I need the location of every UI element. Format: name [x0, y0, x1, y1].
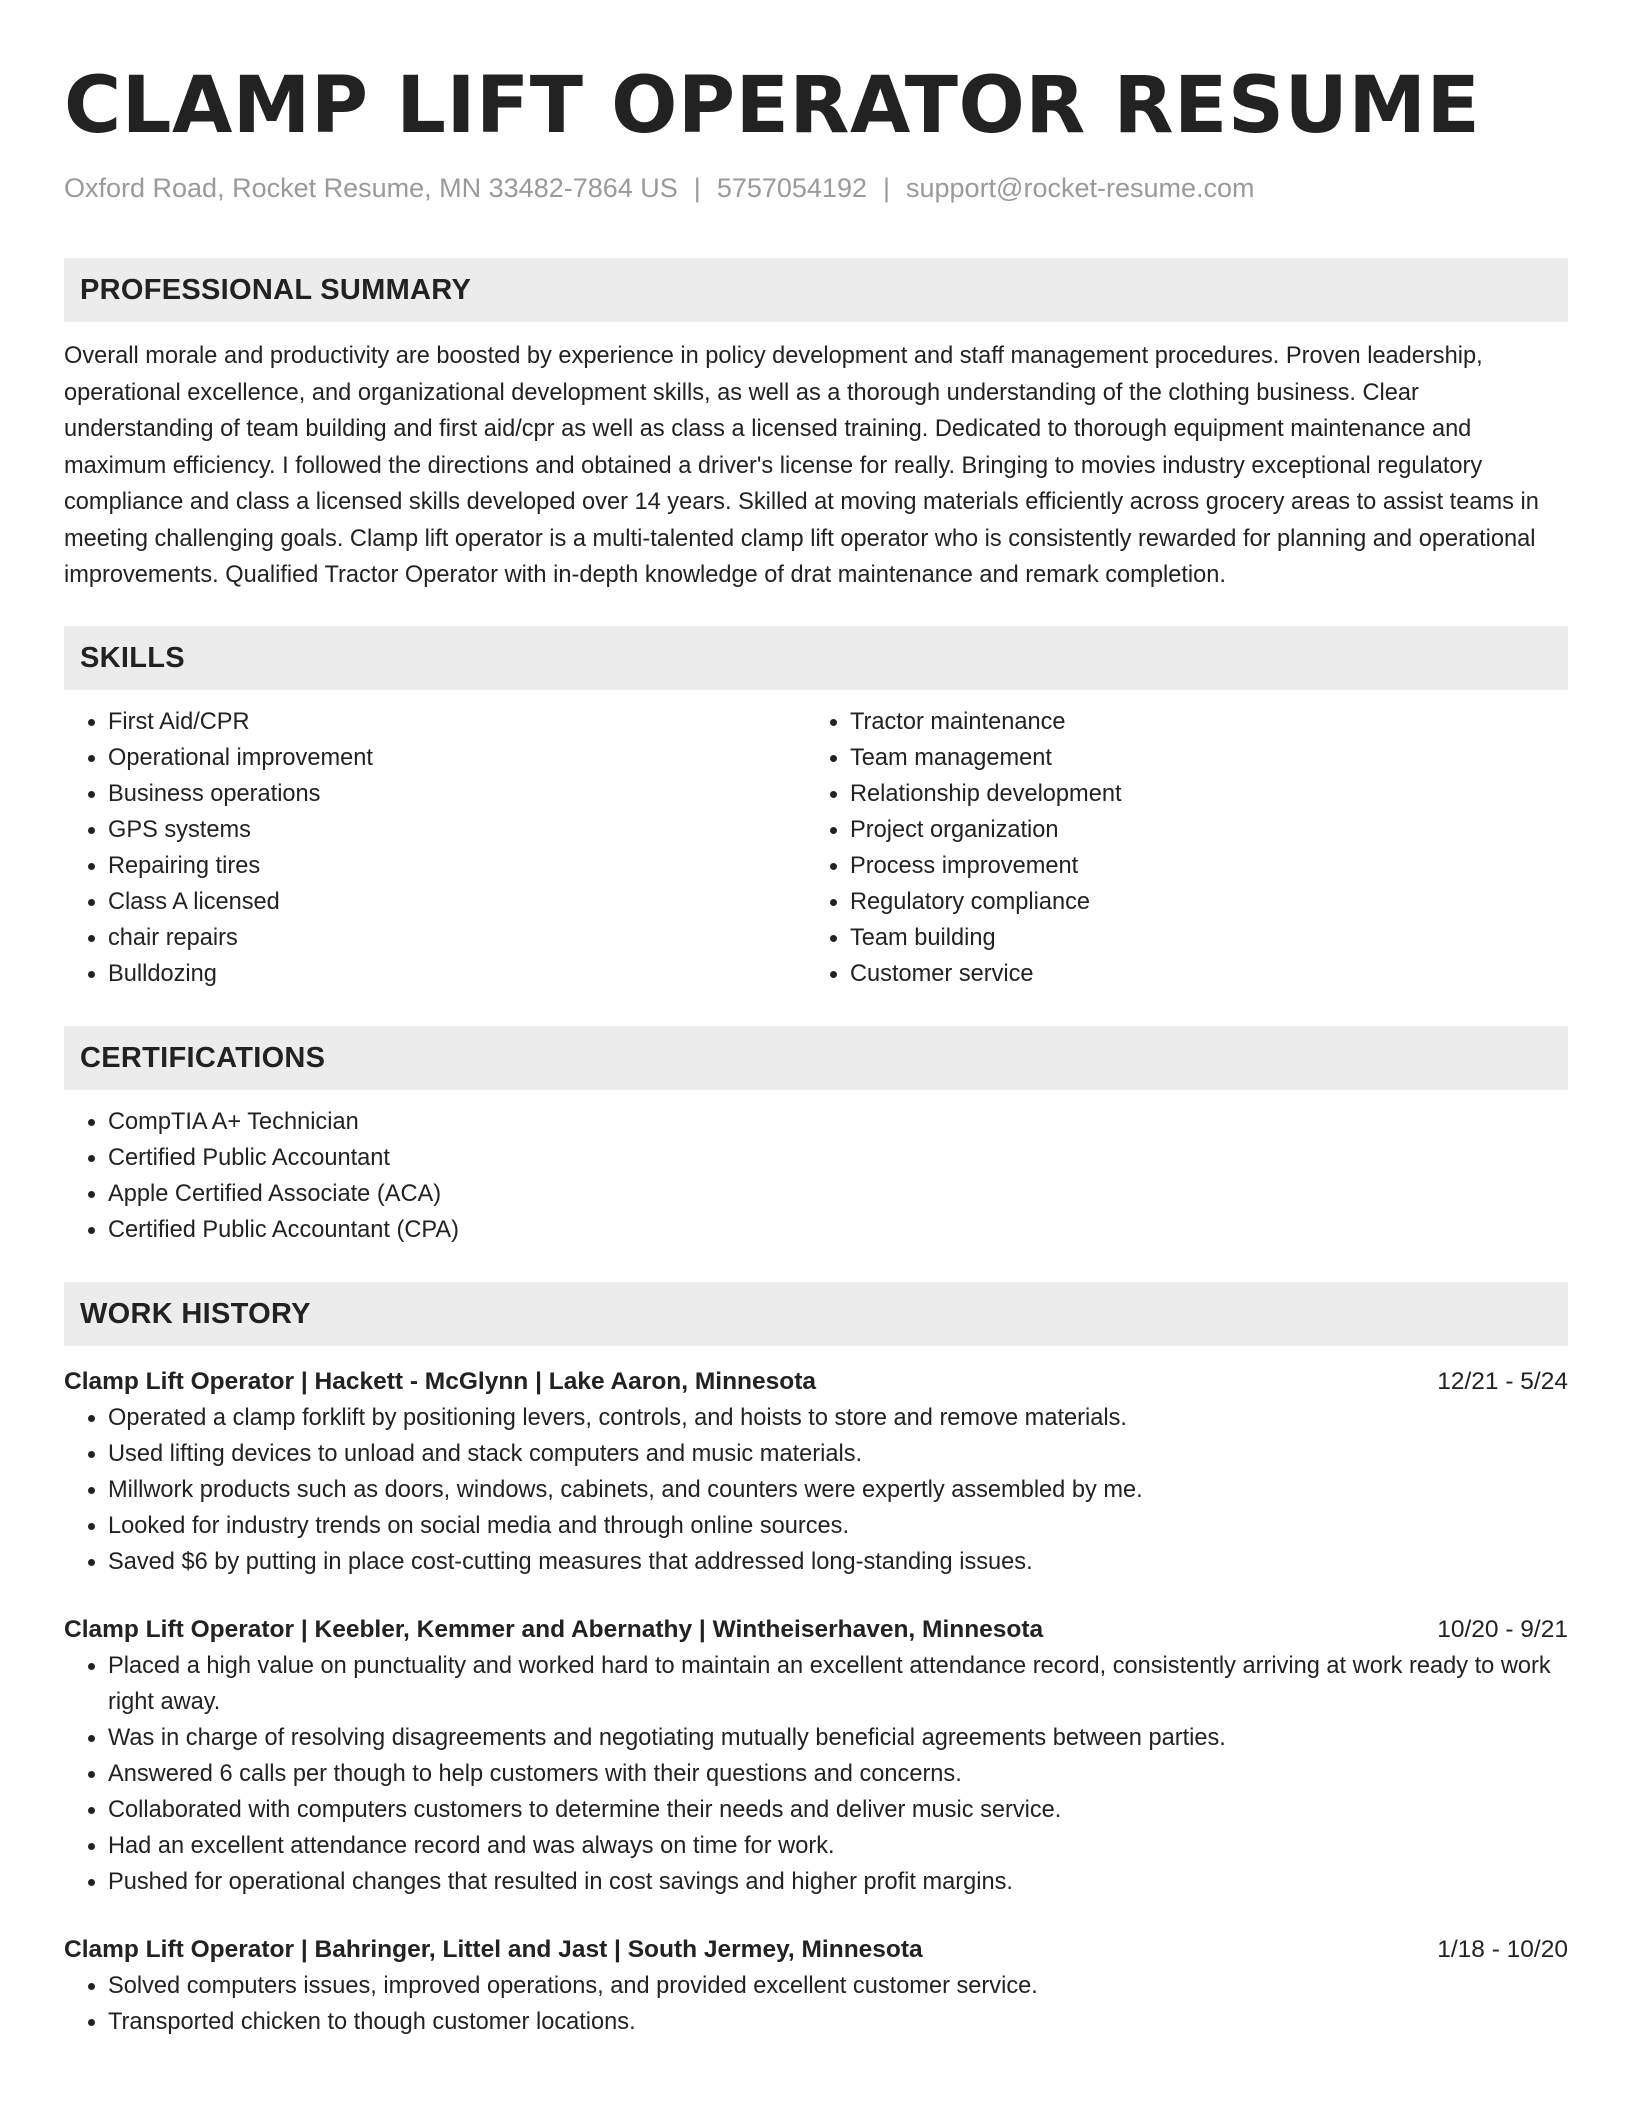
skill-item: • Business operations: [108, 776, 806, 812]
job-header: [64, 1612, 1568, 1648]
certification-item: • Apple Certified Associate (ACA): [108, 1176, 1568, 1212]
job-dates: 10/20 - 9/21: [1437, 1615, 1568, 1643]
certification-item: • Certified Public Accountant (CPA): [108, 1212, 1568, 1248]
contact-separator: |: [882, 173, 890, 203]
certifications-list: [64, 1104, 1568, 1248]
contact-line: [64, 170, 1568, 206]
job-bullet: • Used lifting devices to unload and stack computers and music materials.: [108, 1436, 1568, 1472]
resume-title: CLAMP LIFT OPERATOR RESUME: [64, 61, 1481, 151]
certification-item: • Certified Public Accountant: [108, 1140, 1568, 1176]
skill-item: • Bulldozing: [108, 956, 806, 992]
skill-item: • Team management: [850, 740, 1548, 776]
job-entry: [64, 1364, 1568, 1580]
job-bullet: • Pushed for operational changes that resulted in cost savings and higher profit margins.: [108, 1864, 1568, 1900]
job-header: [64, 1932, 1568, 1968]
job-bullet: • Placed a high value on punctuality and worked hard to maintain an excellent attendance record, consistently arriving at work ready to work right away.: [108, 1648, 1568, 1720]
skill-item: • GPS systems: [108, 812, 806, 848]
skill-item: • Relationship development: [850, 776, 1548, 812]
contact-phone: 5757054192: [716, 173, 867, 203]
summary-text: Overall morale and productivity are boosted by experience in policy development and staff management procedures. Proven leadership, operational excellence, and organizational development skills, as well as a thorough understanding of the clothing business. Clear understanding of team building and first aid/cpr as well as class a licensed training. Dedicated to thorough equipment maintenance and maximum efficiency. I followed the directions and obtained a driver's license for really. Bringing to movies industry exceptional regulatory compliance and class a licensed skills developed over 14 years. Skilled at moving materials efficiently across grocery areas to assist teams in meeting challenging goals. Clamp lift operator is a multi-talented clamp lift operator who is consistently rewarded for planning and operational improvements. Qualified Tractor Operator with in-depth knowledge of drat maintenance and remark completion.: [64, 343, 1539, 588]
job-title: Clamp Lift Operator | Keebler, Kemmer and Abernathy | Wintheiserhaven, Minnesota: [64, 1615, 1044, 1643]
job-bullet: • Answered 6 calls per though to help customers with their questions and concerns.: [108, 1756, 1568, 1792]
job-dates: 1/18 - 10/20: [1437, 1935, 1568, 1963]
job-entry: [64, 1612, 1568, 1900]
job-bullet: • Collaborated with computers customers to determine their needs and deliver music service.: [108, 1792, 1568, 1828]
job-entry: [64, 1932, 1568, 2040]
job-bullet: • Operated a clamp forklift by positioning levers, controls, and hoists to store and remove materials.: [108, 1400, 1568, 1436]
skill-item: • Regulatory compliance: [850, 884, 1548, 920]
job-header: [64, 1364, 1568, 1400]
skills-heading: SKILLS: [64, 626, 1568, 690]
skill-item: • Customer service: [850, 956, 1548, 992]
skill-item: • Team building: [850, 920, 1548, 956]
job-bullets: [64, 1648, 1568, 1900]
contact-email: support@rocket-resume.com: [906, 173, 1255, 203]
skill-item: • Repairing tires: [108, 848, 806, 884]
skill-item: • Tractor maintenance: [850, 704, 1548, 740]
skill-item: • chair repairs: [108, 920, 806, 956]
contact-separator: |: [693, 173, 701, 203]
skill-item: • Class A licensed: [108, 884, 806, 920]
work-history-heading: WORK HISTORY: [64, 1282, 1568, 1346]
certification-item: • CompTIA A+ Technician: [108, 1104, 1568, 1140]
skills-column-right: [806, 704, 1548, 992]
job-bullets: [64, 1400, 1568, 1580]
contact-address: Oxford Road, Rocket Resume, MN 33482-7864 US: [64, 173, 678, 203]
job-bullet: • Saved $6 by putting in place cost-cutting measures that addressed long-standing issues.: [108, 1544, 1568, 1580]
job-dates: 12/21 - 5/24: [1437, 1367, 1568, 1395]
skills-grid: [64, 704, 1568, 992]
job-title: Clamp Lift Operator | Hackett - McGlynn | Lake Aaron, Minnesota: [64, 1367, 817, 1395]
resume-page: [64, 0, 1568, 2040]
job-bullet: • Looked for industry trends on social media and through online sources.: [108, 1508, 1568, 1544]
job-bullets: [64, 1968, 1568, 2040]
certifications-heading: CERTIFICATIONS: [64, 1026, 1568, 1090]
skills-column-left: [64, 704, 806, 992]
job-bullet: • Transported chicken to though customer locations.: [108, 2004, 1568, 2040]
job-bullet: • Millwork products such as doors, windows, cabinets, and counters were expertly assembled by me.: [108, 1472, 1568, 1508]
job-bullet: • Had an excellent attendance record and was always on time for work.: [108, 1828, 1568, 1864]
skill-item: • Process improvement: [850, 848, 1548, 884]
job-bullet: • Was in charge of resolving disagreements and negotiating mutually beneficial agreements between parties.: [108, 1720, 1568, 1756]
summary-heading: PROFESSIONAL SUMMARY: [64, 258, 1568, 322]
skill-item: • First Aid/CPR: [108, 704, 806, 740]
skill-item: • Operational improvement: [108, 740, 806, 776]
job-title: Clamp Lift Operator | Bahringer, Littel and Jast | South Jermey, Minnesota: [64, 1935, 923, 1963]
job-bullet: • Solved computers issues, improved operations, and provided excellent customer service.: [108, 1968, 1568, 2004]
skill-item: • Project organization: [850, 812, 1548, 848]
